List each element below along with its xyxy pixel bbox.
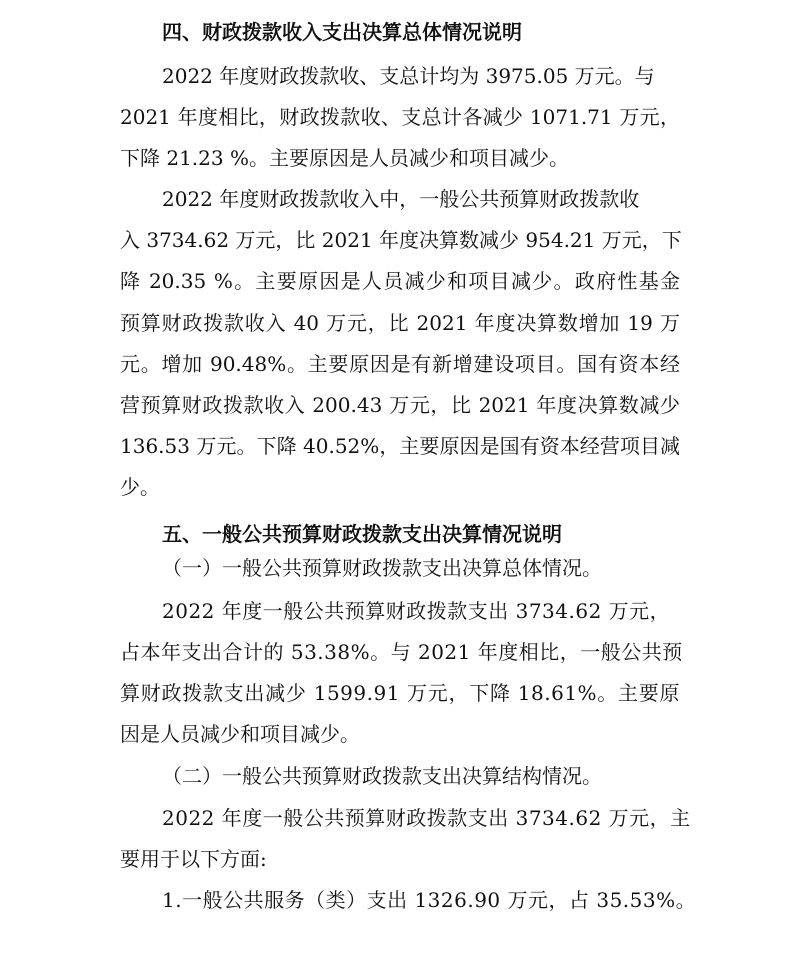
s5-p1-line-4: 因是人员减少和项目减少。 bbox=[120, 722, 360, 746]
s4-p2-line-8: 少。 bbox=[120, 475, 160, 499]
s4-p2-line-6: 营预算财政拨款收入 200.43 万元，比 2021 年度决算数减少 bbox=[120, 393, 680, 417]
s5-subheading-2: （二）一般公共预算财政拨款支出决算结构情况。 bbox=[162, 764, 602, 788]
s4-p2-line-3: 降 20.35 %。主要原因是人员减少和项目减少。政府性基金 bbox=[120, 269, 680, 293]
s4-p2-line-7: 136.53 万元。下降 40.52%，主要原因是国有资本经营项目减 bbox=[120, 434, 680, 458]
s4-p2-line-1: 2022 年度财政拨款收入中，一般公共预算财政拨款收 bbox=[162, 187, 640, 211]
s4-p1-line-1: 2022 年度财政拨款收、支总计均为 3975.05 万元。与 bbox=[162, 64, 655, 88]
s5-p2-line-1: 2022 年度一般公共预算财政拨款支出 3734.62 万元，主 bbox=[162, 806, 691, 830]
s4-p2-line-5: 元。增加 90.48%。主要原因是有新增建设项目。国有资本经 bbox=[120, 352, 680, 376]
s5-p1-line-1: 2022 年度一般公共预算财政拨款支出 3734.62 万元， bbox=[162, 599, 671, 623]
s4-p2-line-2: 入 3734.62 万元，比 2021 年度决算数减少 954.21 万元，下 bbox=[120, 228, 682, 252]
section-5-heading: 五、一般公共预算财政拨款支出决算情况说明 bbox=[162, 522, 562, 546]
s5-p2-line-2: 要用于以下方面: bbox=[120, 847, 267, 871]
s5-list-item-1: 1.一般公共服务（类）支出 1326.90 万元，占 35.53%。 bbox=[162, 888, 697, 912]
s5-p1-line-3: 算财政拨款支出减少 1599.91 万元，下降 18.61%。主要原 bbox=[120, 681, 680, 705]
s4-p1-line-2: 2021 年度相比，财政拨款收、支总计各减少 1071.71 万元， bbox=[120, 105, 680, 129]
s5-p1-line-2: 占本年支出合计的 53.38%。与 2021 年度相比，一般公共预 bbox=[120, 640, 683, 664]
s4-p1-line-3: 下降 21.23 %。主要原因是人员减少和项目减少。 bbox=[120, 146, 569, 170]
section-4-heading: 四、财政拨款收入支出决算总体情况说明 bbox=[162, 20, 522, 44]
s5-subheading-1: （一）一般公共预算财政拨款支出决算总体情况。 bbox=[162, 556, 602, 580]
s4-p2-line-4: 预算财政拨款收入 40 万元，比 2021 年度决算数增加 19 万 bbox=[120, 311, 680, 335]
